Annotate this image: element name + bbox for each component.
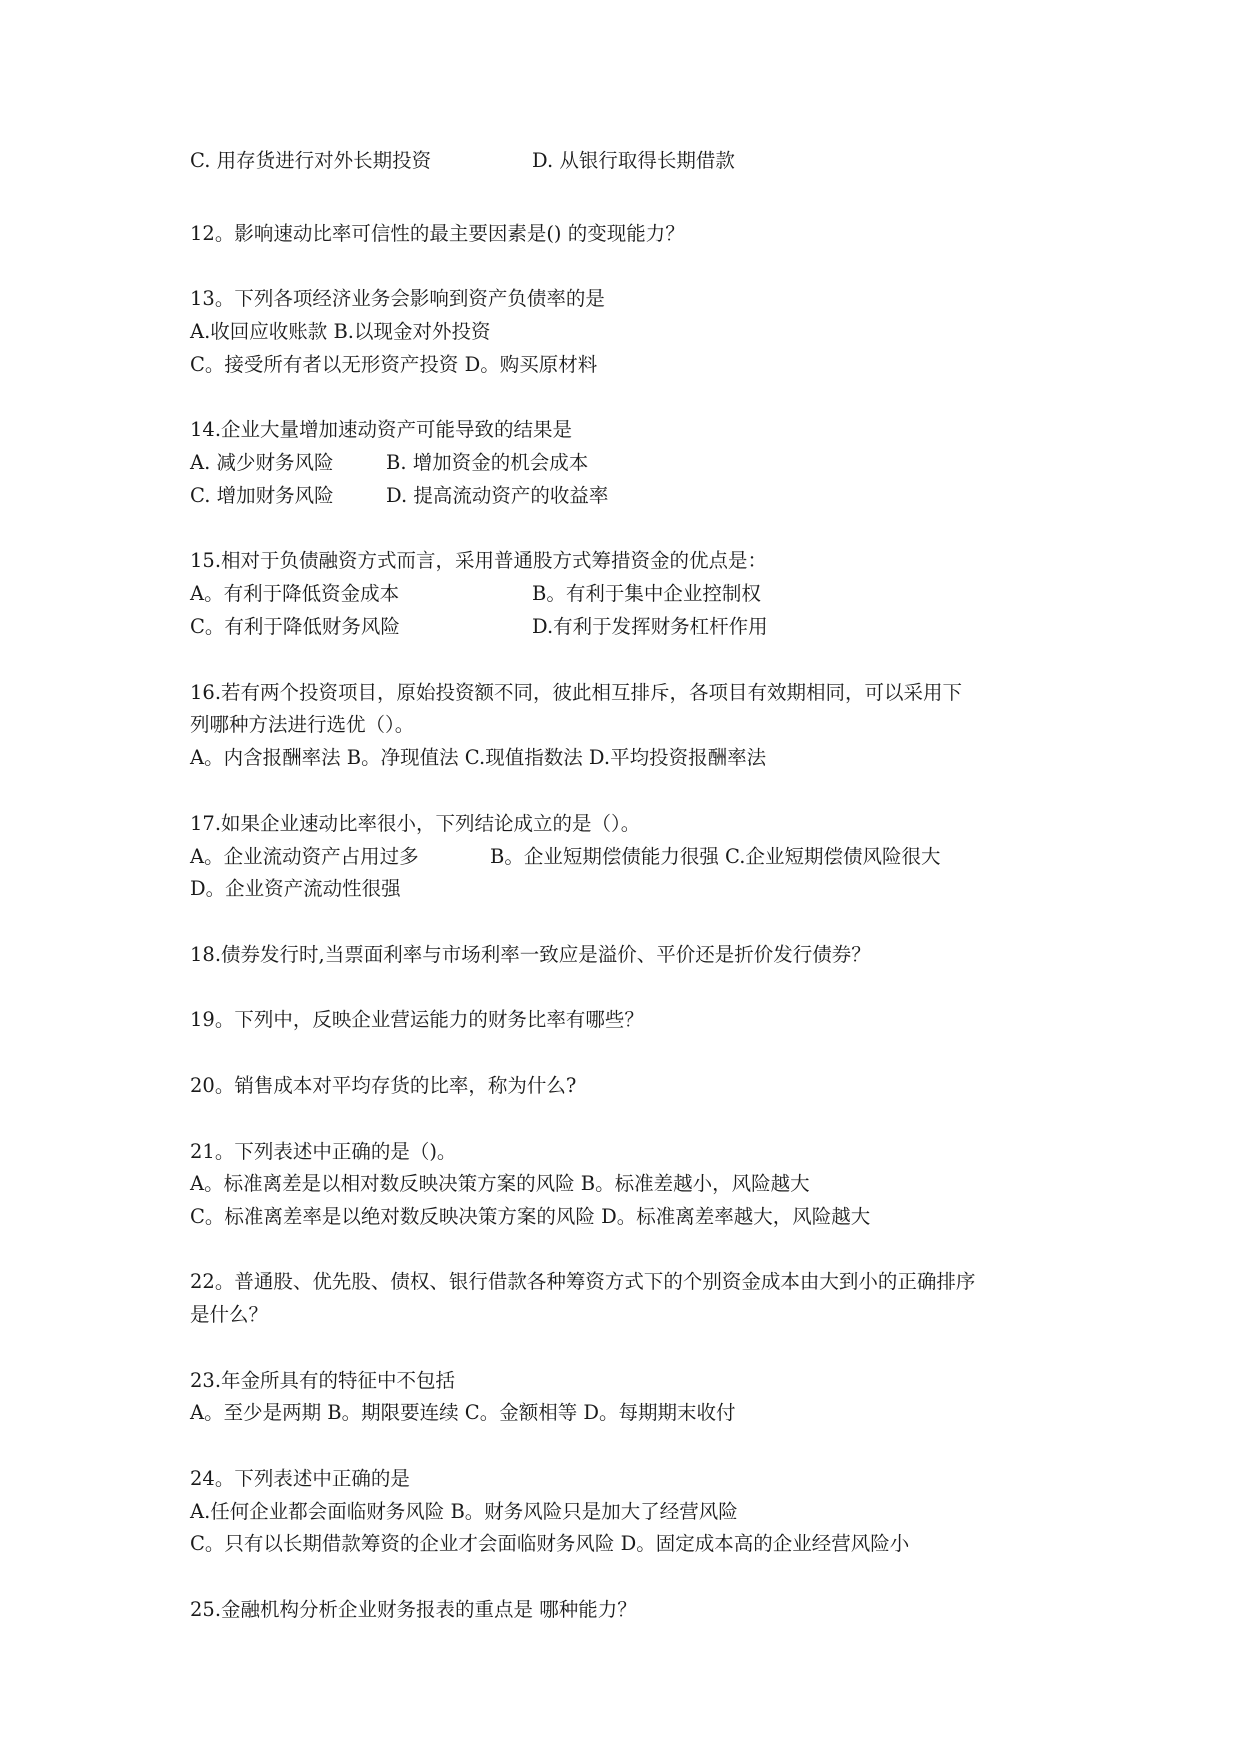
- question-16-stem-1: 16.若有两个投资项目，原始投资额不同，彼此相互排斥，各项目有效期相同，可以采用下: [190, 681, 963, 704]
- question-22-stem-1: 22。普通股、优先股、债权、银行借款各种筹资方式下的个别资金成本由大到小的正确排序: [190, 1270, 976, 1293]
- question-17-option-d: D。企业资产流动性很强: [190, 877, 401, 900]
- question-14-option-a: A. 减少财务风险: [190, 451, 334, 474]
- question-20: 20。销售成本对平均存货的比率，称为什么?: [190, 1074, 577, 1097]
- question-24-stem: 24。下列表述中正确的是: [190, 1467, 410, 1490]
- option-line-c: [190, 148, 431, 174]
- question-15-option-c: C。有利于降低财务风险: [190, 615, 400, 638]
- question-21-options-2: C。标准离差率是以绝对数反映决策方案的风险 D。标准离差率越大，风险越大: [190, 1205, 871, 1228]
- question-25: 25.金融机构分析企业财务报表的重点是 哪种能力？: [190, 1598, 637, 1621]
- question-18: 18.债券发行时,当票面利率与市场利率一致应是溢价、平价还是折价发行债券？: [190, 943, 871, 966]
- question-19: 19。下列中，反映企业营运能力的财务比率有哪些？: [190, 1008, 644, 1031]
- question-13-stem: 13。下列各项经济业务会影响到资产负债率的是: [190, 287, 605, 310]
- question-14-option-b: B. 增加资金的机会成本: [386, 451, 589, 474]
- option-line-d: [532, 148, 735, 174]
- question-17-stem: 17.如果企业速动比率很小，下列结论成立的是（）。: [190, 812, 641, 835]
- option-d-text: D. 从银行取得长期借款: [532, 149, 735, 172]
- question-21-stem: 21。下列表述中正确的是（)。: [190, 1140, 457, 1163]
- question-15-option-b: B。有利于集中企业控制权: [532, 582, 761, 605]
- question-14-option-d: D. 提高流动资产的收益率: [386, 484, 609, 507]
- question-24-options-1: A.任何企业都会面临财务风险 B。财务风险只是加大了经营风险: [190, 1500, 738, 1523]
- question-15-option-d: D.有利于发挥财务杠杆作用: [532, 615, 768, 638]
- option-c-text: C. 用存货进行对外长期投资: [190, 149, 432, 172]
- question-23-stem: 23.年金所具有的特征中不包括: [190, 1369, 456, 1392]
- question-14-option-c: C. 增加财务风险: [190, 484, 334, 507]
- question-16-stem-2: 列哪种方法进行选优（）。: [190, 713, 415, 736]
- question-15-option-a: A。有利于降低资金成本: [190, 582, 400, 605]
- question-12: 12。影响速动比率可信性的最主要因素是() 的变现能力？: [190, 222, 685, 245]
- question-13-options-1: A.收回应收账款 B.以现金对外投资: [190, 320, 491, 343]
- question-13-options-2: C。接受所有者以无形资产投资 D。购买原材料: [190, 353, 598, 376]
- question-17-option-bc: B。企业短期偿债能力很强 C.企业短期偿债风险很大: [490, 845, 941, 868]
- question-16-options: A。内含报酬率法 B。净现值法 C.现值指数法 D.平均投资报酬率法: [190, 746, 767, 769]
- question-22-stem-2: 是什么？: [190, 1303, 269, 1326]
- question-14-stem: 14.企业大量增加速动资产可能导致的结果是: [190, 418, 573, 441]
- question-15-stem: 15.相对于负债融资方式而言，采用普通股方式筹措资金的优点是：: [190, 549, 768, 572]
- question-17-option-a: A。企业流动资产占用过多: [190, 845, 419, 868]
- question-24-options-2: C。只有以长期借款筹资的企业才会面临财务风险 D。固定成本高的企业经营风险小: [190, 1532, 910, 1555]
- question-21-options-1: A。标准离差是以相对数反映决策方案的风险 B。标准差越小，风险越大: [190, 1172, 810, 1195]
- question-23-options: A。至少是两期 B。期限要连续 C。金额相等 D。每期期末收付: [190, 1401, 736, 1424]
